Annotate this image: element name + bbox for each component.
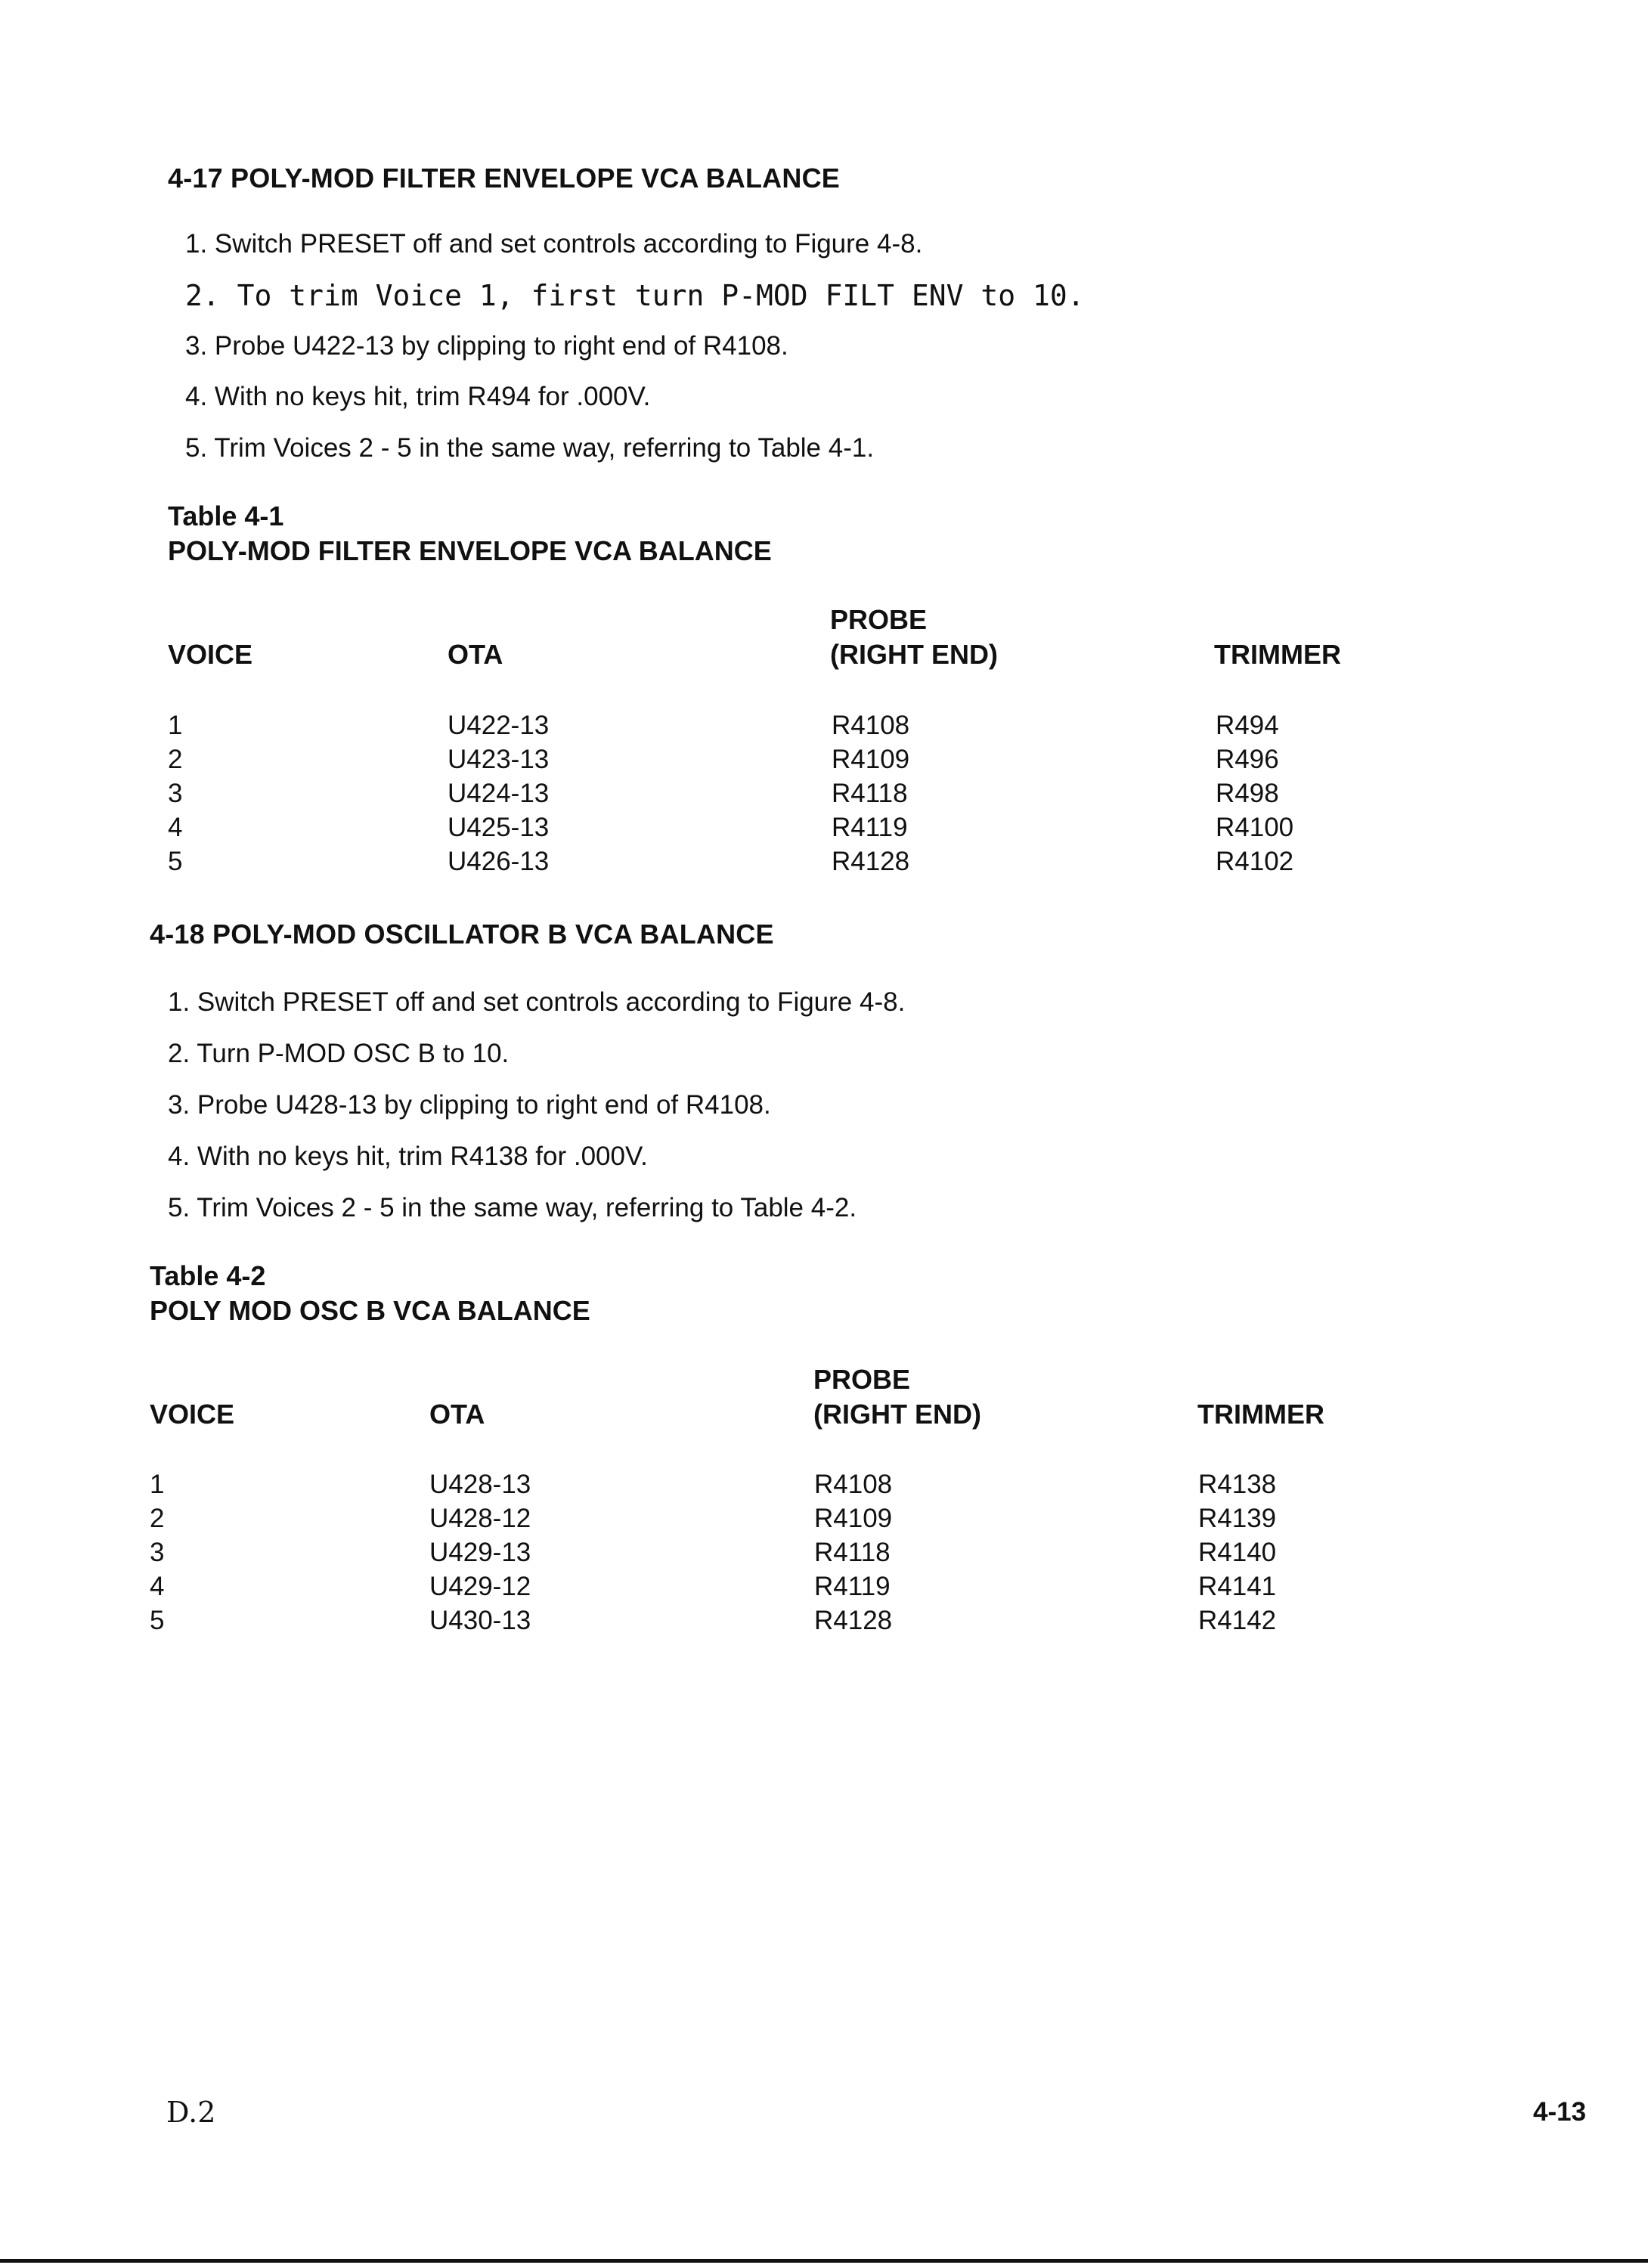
header-line: (RIGHT END) [830,639,998,670]
header-line: PROBE [830,604,928,635]
table-number: Table 4-2 [150,1260,266,1291]
cell-ota: U429-12 [429,1572,531,1601]
section-4-18-title: 4-18 POLY-MOD OSCILLATOR B VCA BALANCE [150,919,774,950]
cell-voice: 5 [150,1606,165,1635]
cell-probe: R4108 [832,711,910,740]
step-item: 3. Probe U428-13 by clipping to right end of R4108. [168,1090,771,1120]
column-header-trimmer: TRIMMER [1197,1399,1324,1430]
cell-trimmer: R4138 [1198,1470,1277,1499]
cell-trimmer: R494 [1216,711,1279,740]
cell-probe: R4118 [814,1538,891,1567]
step-item: 2. To trim Voice 1, first turn P-MOD FILT ENV to 10. [185,279,1085,312]
section-4-17-title: 4-17 POLY-MOD FILTER ENVELOPE VCA BALANCE [168,163,840,194]
cell-voice: 2 [150,1504,165,1533]
step-item: 1. Switch PRESET off and set controls according to Figure 4-8. [168,987,906,1017]
cell-trimmer: R4100 [1216,813,1294,842]
cell-voice: 4 [168,813,183,842]
cell-trimmer: R4142 [1198,1606,1277,1635]
cell-trimmer: R4139 [1198,1504,1277,1533]
table-title: POLY-MOD FILTER ENVELOPE VCA BALANCE [168,535,772,566]
step-item: 1. Switch PRESET off and set controls according to Figure 4-8. [185,229,923,259]
cell-ota: U429-13 [429,1538,531,1567]
cell-trimmer: R498 [1216,779,1279,808]
cell-probe: R4128 [832,847,910,876]
column-header-probe [813,1362,981,1432]
column-header-voice: VOICE [168,639,253,670]
column-header-trimmer: TRIMMER [1214,639,1341,670]
cell-voice: 5 [168,847,183,876]
cell-ota: U428-12 [429,1504,531,1533]
column-header-voice: VOICE [150,1399,235,1430]
cell-voice: 1 [168,711,183,740]
cell-ota: U424-13 [448,779,550,808]
cell-trimmer: R496 [1216,745,1279,774]
cell-voice: 3 [150,1538,165,1567]
header-line: (RIGHT END) [813,1399,981,1430]
cell-ota: U430-13 [429,1606,531,1635]
table-number: Table 4-1 [168,500,284,531]
cell-probe: R4119 [814,1572,891,1601]
cell-probe: R4109 [814,1504,893,1533]
header-line: PROBE [813,1364,911,1395]
cell-voice: 4 [150,1572,165,1601]
cell-ota: U422-13 [448,711,550,740]
cell-trimmer: R4141 [1198,1572,1277,1601]
cell-trimmer: R4140 [1198,1538,1277,1567]
cell-voice: 3 [168,779,183,808]
cell-ota: U426-13 [448,847,550,876]
cell-probe: R4118 [832,779,908,808]
table-4-1-caption [168,499,772,569]
cell-voice: 2 [168,745,183,774]
table-4-2-caption [150,1259,590,1328]
cell-probe: R4109 [832,745,910,774]
cell-ota: U425-13 [448,813,550,842]
cell-voice: 1 [150,1470,165,1499]
step-item: 3. Probe U422-13 by clipping to right end of R4108. [185,331,788,361]
step-item: 4. With no keys hit, trim R494 for .000V. [185,382,651,411]
page-number: 4-13 [1533,2097,1587,2127]
step-item: 2. Turn P-MOD OSC B to 10. [168,1039,510,1068]
cell-probe: R4128 [814,1606,893,1635]
column-header-ota: OTA [429,1399,485,1430]
step-item: 5. Trim Voices 2 - 5 in the same way, referring to Table 4-1. [185,433,875,463]
table-title: POLY MOD OSC B VCA BALANCE [150,1295,590,1326]
column-header-ota: OTA [448,639,503,670]
cell-ota: U423-13 [448,745,550,774]
cell-probe: R4119 [832,813,908,842]
cell-trimmer: R4102 [1216,847,1294,876]
cell-ota: U428-13 [429,1470,531,1499]
column-header-probe [830,603,998,672]
step-item: 4. With no keys hit, trim R4138 for .000V. [168,1142,648,1171]
bottom-rule [0,2259,1648,2263]
footer-revision: D.2 [166,2096,216,2129]
step-item: 5. Trim Voices 2 - 5 in the same way, referring to Table 4-2. [168,1193,857,1222]
cell-probe: R4108 [814,1470,893,1499]
